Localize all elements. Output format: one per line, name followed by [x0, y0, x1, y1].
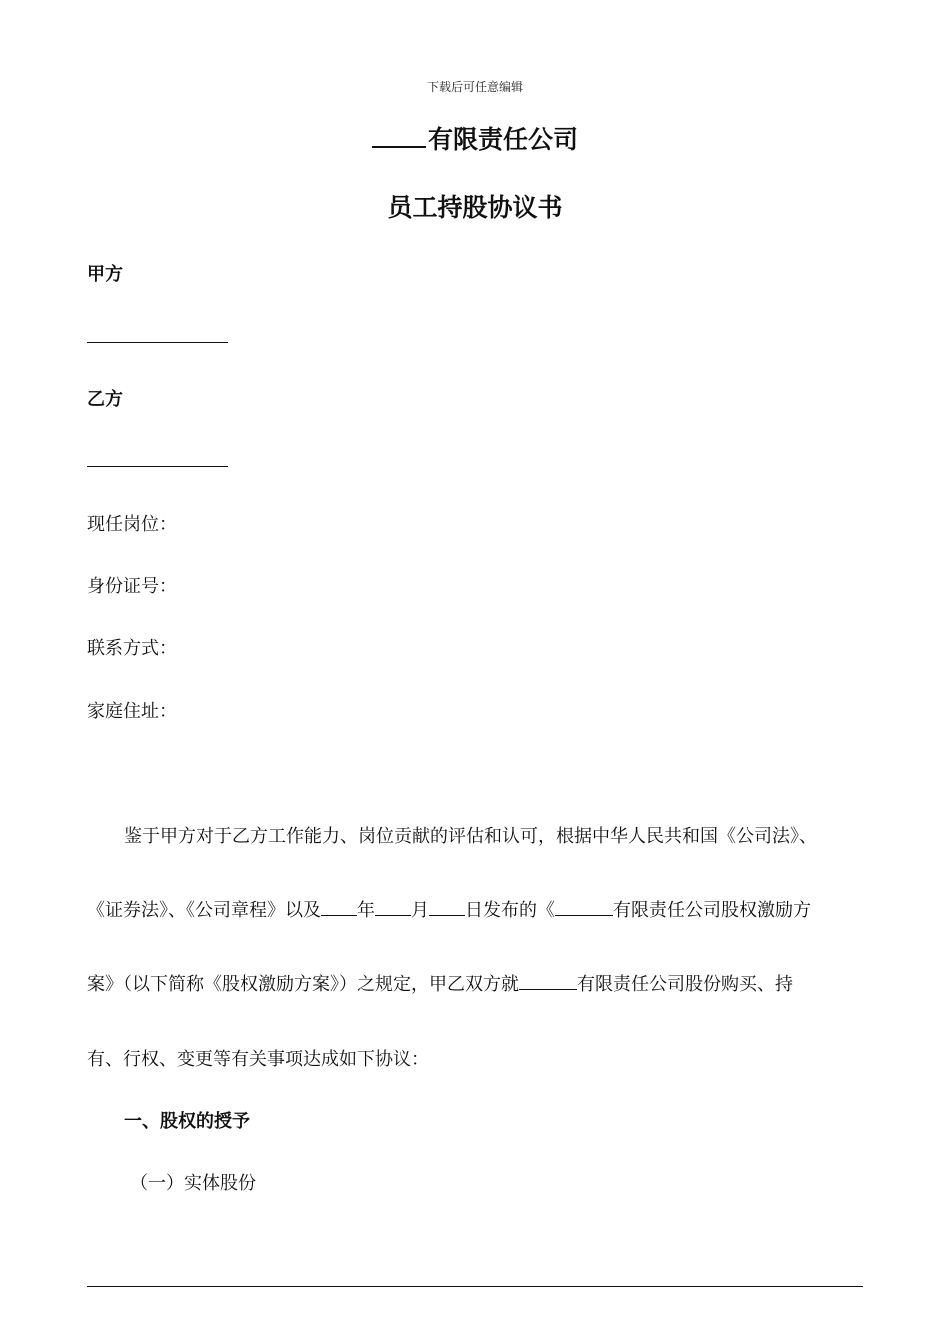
- field-contact: 联系方式：: [87, 638, 177, 659]
- company-title-text: 有限责任公司: [427, 125, 578, 154]
- preamble-line-2-b: 年: [357, 900, 375, 921]
- preamble-line-1: 鉴于甲方对于乙方工作能力、岗位贡献的评估和认可，根据中华人民共和国《公司法》、: [124, 826, 817, 847]
- field-current-position: 现任岗位：: [87, 514, 177, 535]
- month-blank: [375, 897, 411, 916]
- preamble-line-2-d: 日发布的《: [465, 900, 555, 921]
- header-note: 下载后可任意编辑: [426, 80, 523, 94]
- footer-rule: [87, 1286, 863, 1287]
- company-title: [0, 120, 950, 156]
- preamble-line-2-a: 《证券法》、《公司章程》以及: [87, 900, 321, 921]
- company-name-blank: [372, 145, 426, 148]
- party-a-label: 甲方: [87, 264, 123, 285]
- year-blank: [321, 897, 357, 916]
- document-title: 员工持股协议书: [387, 193, 563, 222]
- party-a-blank: [87, 342, 228, 343]
- preamble-line-3-b: 有限责任公司股份购买、持: [577, 974, 793, 995]
- section-1-heading: 一、股权的授予: [124, 1111, 250, 1132]
- company-blank-1: [555, 897, 613, 916]
- field-id-number: 身份证号：: [87, 576, 177, 597]
- section-1-sub-1: （一）实体股份: [130, 1173, 256, 1194]
- preamble-line-4: 有、行权、变更等有关事项达成如下协议：: [87, 1049, 429, 1070]
- preamble-line-3: [87, 970, 793, 996]
- company-blank-2: [519, 971, 577, 990]
- field-home-address: 家庭住址：: [87, 701, 177, 722]
- preamble-line-2: [87, 896, 811, 922]
- preamble-line-3-a: 案》（以下简称《股权激励方案》）之规定，甲乙双方就: [87, 974, 519, 995]
- day-blank: [429, 897, 465, 916]
- party-b-label: 乙方: [87, 389, 123, 410]
- preamble-line-2-c: 月: [411, 900, 429, 921]
- party-b-blank: [87, 466, 228, 467]
- preamble-line-2-e: 有限责任公司股权激励方: [613, 900, 811, 921]
